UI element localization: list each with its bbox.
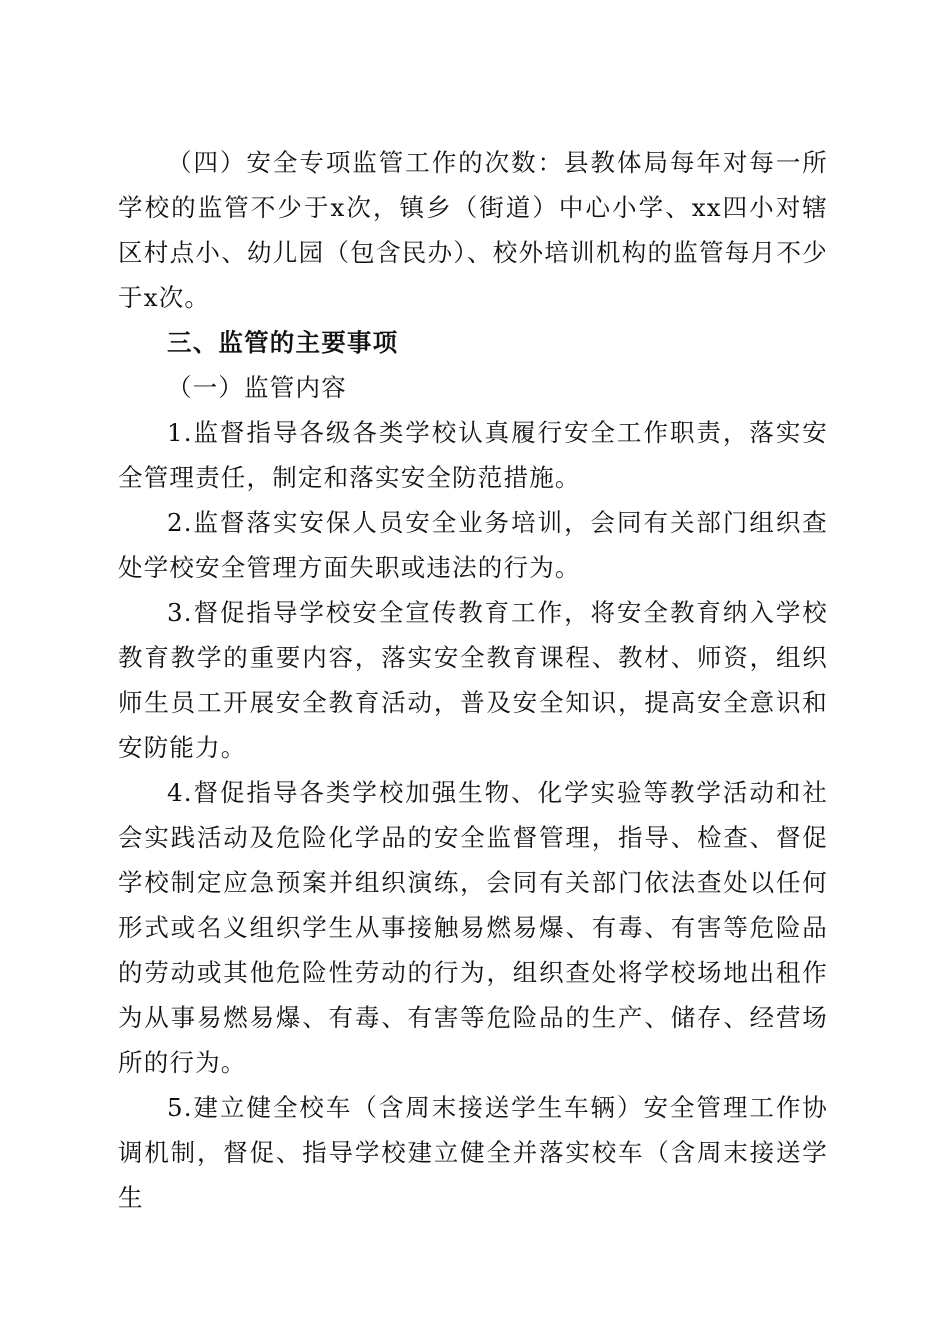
subsection-heading-content: （一）监管内容 [167,373,347,402]
list-item-3: 3.督促指导学校安全宣传教育工作，将安全教育纳入学校教育教学的重要内容，落实安全教育课程、教材、师资，组织师生员工开展安全教育活动，普及安全知识，提高安全意识和安防能力。 [118,598,828,762]
list-item-4: 4.督促指导各类学校加强生物、化学实验等教学活动和社会实践活动及危险化学品的安全监督管理，指导、检查、督促学校制定应急预案并组织演练，会同有关部门依法查处以任何形式或名义组织学生从事接触易燃易爆、有毒、有害等危险品的劳动或其他危险性劳动的行为，组织查处将学校场地出租作为从事易燃易爆、有毒、有害等危险品的生产、储存、经营场所的行为。 [118,778,828,1077]
document-body [118,140,828,1220]
section-heading-main-matters: 三、监管的主要事项 [167,328,399,357]
list-item-1: 1.监督指导各级各类学校认真履行安全工作职责，落实安全管理责任，制定和落实安全防范措施。 [118,418,828,492]
list-item-5: 5.建立健全校车（含周末接送学生车辆）安全管理工作协调机制，督促、指导学校建立健全并落实校车（含周末接送学生 [118,1093,828,1212]
list-item-2: 2.监督落实安保人员安全业务培训，会同有关部门组织查处学校安全管理方面失职或违法的行为。 [118,508,828,582]
paragraph-supervision-frequency: （四）安全专项监管工作的次数：县教体局每年对每一所学校的监管不少于x次，镇乡（街道）中心小学、xx四小对辖区村点小、幼儿园（包含民办）、校外培训机构的监管每月不少于x次。 [118,148,828,312]
